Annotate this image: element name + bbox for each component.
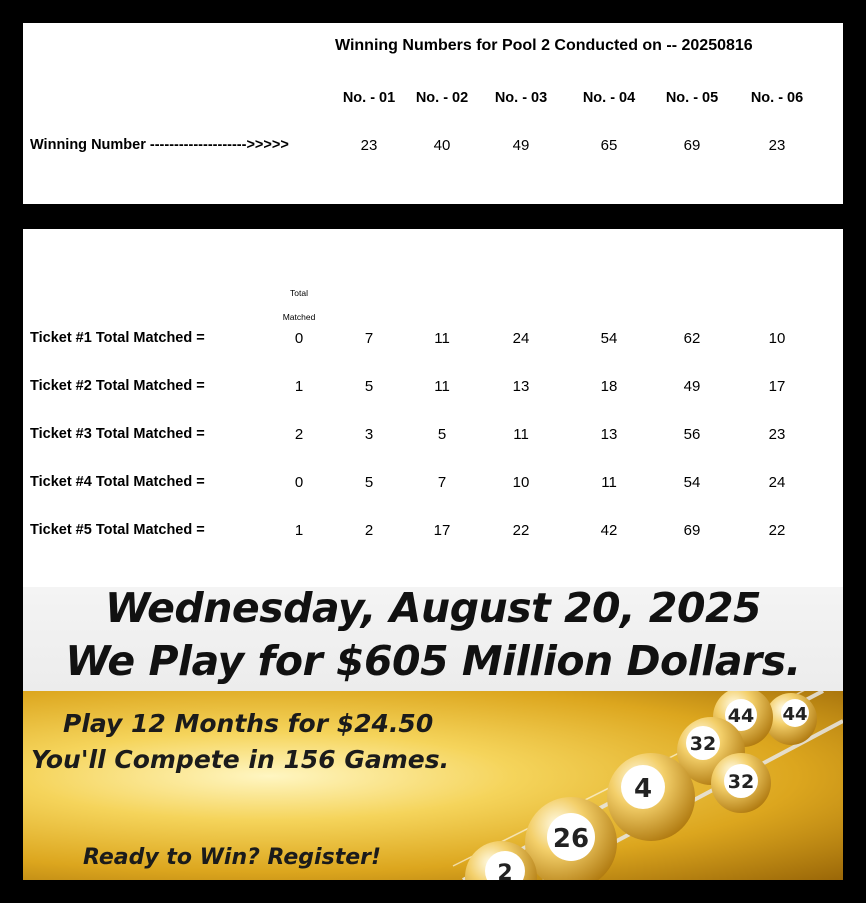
- ticket-number: 11: [601, 474, 617, 491]
- ticket-number: 10: [512, 474, 530, 491]
- winning-number: 49: [512, 137, 530, 154]
- register-cta[interactable]: Ready to Win? Register!: [83, 845, 382, 870]
- ticket-label: Ticket #4 Total Matched =: [30, 474, 205, 490]
- ticket-number: 5: [364, 474, 374, 491]
- column-header: No. - 05: [665, 90, 719, 106]
- ticket-label: Ticket #3 Total Matched =: [30, 426, 205, 442]
- ball-number: 32: [727, 771, 755, 793]
- column-header: No. - 02: [415, 90, 469, 106]
- ticket-matched-count: 1: [294, 378, 304, 395]
- winning-number: 40: [433, 137, 451, 154]
- ticket-number: 11: [434, 378, 450, 395]
- ticket-number: 56: [683, 426, 701, 443]
- ball-icon: [525, 797, 617, 880]
- winning-number: 23: [360, 137, 378, 154]
- ticket-number: 24: [768, 474, 786, 491]
- ball-number: 4: [633, 774, 653, 804]
- total-matched-header: Total: [290, 288, 308, 298]
- ticket-number: 17: [433, 522, 451, 539]
- ticket-label: Ticket #5 Total Matched =: [30, 522, 205, 538]
- ticket-number: 10: [768, 330, 786, 347]
- column-header: No. - 04: [582, 90, 636, 106]
- ticket-number: 54: [683, 474, 701, 491]
- draw-date-banner: [23, 584, 843, 691]
- winning-numbers-title: Winning Numbers for Pool 2 Conducted on -- 20250816: [335, 37, 753, 54]
- ticket-number: 5: [437, 426, 447, 443]
- ticket-number: 11: [513, 426, 529, 443]
- ticket-matched-count: 1: [294, 522, 304, 539]
- ticket-number: 54: [600, 330, 618, 347]
- promo-ad[interactable]: [23, 691, 843, 880]
- promo-games-text: You'll Compete in 156 Games.: [31, 745, 450, 774]
- column-header: No. - 06: [750, 90, 804, 106]
- ticket-number: 13: [600, 426, 618, 443]
- winning-number: 65: [600, 137, 618, 154]
- ticket-matched-count: 0: [294, 474, 304, 491]
- ticket-number: 18: [600, 378, 618, 395]
- ticket-number: 5: [364, 378, 374, 395]
- ball-icon: [607, 753, 695, 841]
- ticket-number: 7: [364, 330, 374, 347]
- column-header: No. - 03: [494, 90, 548, 106]
- ticket-number: 3: [364, 426, 374, 443]
- ticket-number: 42: [600, 522, 618, 539]
- ticket-number: 7: [437, 474, 447, 491]
- draw-date-text: Wednesday, August 20, 2025: [104, 584, 762, 632]
- ball-number: 44: [727, 705, 755, 727]
- ticket-number: 22: [768, 522, 786, 539]
- ticket-number: 49: [683, 378, 701, 395]
- total-matched-header: Matched: [282, 312, 316, 322]
- winning-number: 69: [683, 137, 701, 154]
- ticket-number: 13: [512, 378, 530, 395]
- tickets-panel: [23, 229, 843, 587]
- ball-number: 26: [552, 824, 590, 854]
- ball-number: 32: [689, 733, 717, 755]
- jackpot-text: We Play for $605 Million Dollars.: [65, 637, 801, 685]
- ticket-number: 22: [512, 522, 530, 539]
- ticket-number: 11: [434, 330, 450, 347]
- ticket-label: Ticket #2 Total Matched =: [30, 378, 205, 394]
- ticket-matched-count: 0: [294, 330, 304, 347]
- ball-number: 44: [782, 704, 808, 725]
- ticket-number: 62: [683, 330, 701, 347]
- ticket-number: 23: [768, 426, 786, 443]
- column-header: No. - 01: [342, 90, 396, 106]
- winning-number-label: Winning Number -------------------->>>>>: [30, 137, 289, 153]
- winning-number: 23: [768, 137, 786, 154]
- ticket-number: 24: [512, 330, 530, 347]
- ticket-label: Ticket #1 Total Matched =: [30, 330, 205, 346]
- ball-icon: [711, 753, 771, 813]
- promo-price-text: Play 12 Months for $24.50: [63, 709, 434, 738]
- ticket-number: 2: [364, 522, 374, 539]
- ticket-number: 17: [768, 378, 786, 395]
- ticket-number: 69: [683, 522, 701, 539]
- winning-numbers-panel: [23, 23, 843, 204]
- ball-number: 2: [497, 861, 513, 880]
- ticket-matched-count: 2: [294, 426, 304, 443]
